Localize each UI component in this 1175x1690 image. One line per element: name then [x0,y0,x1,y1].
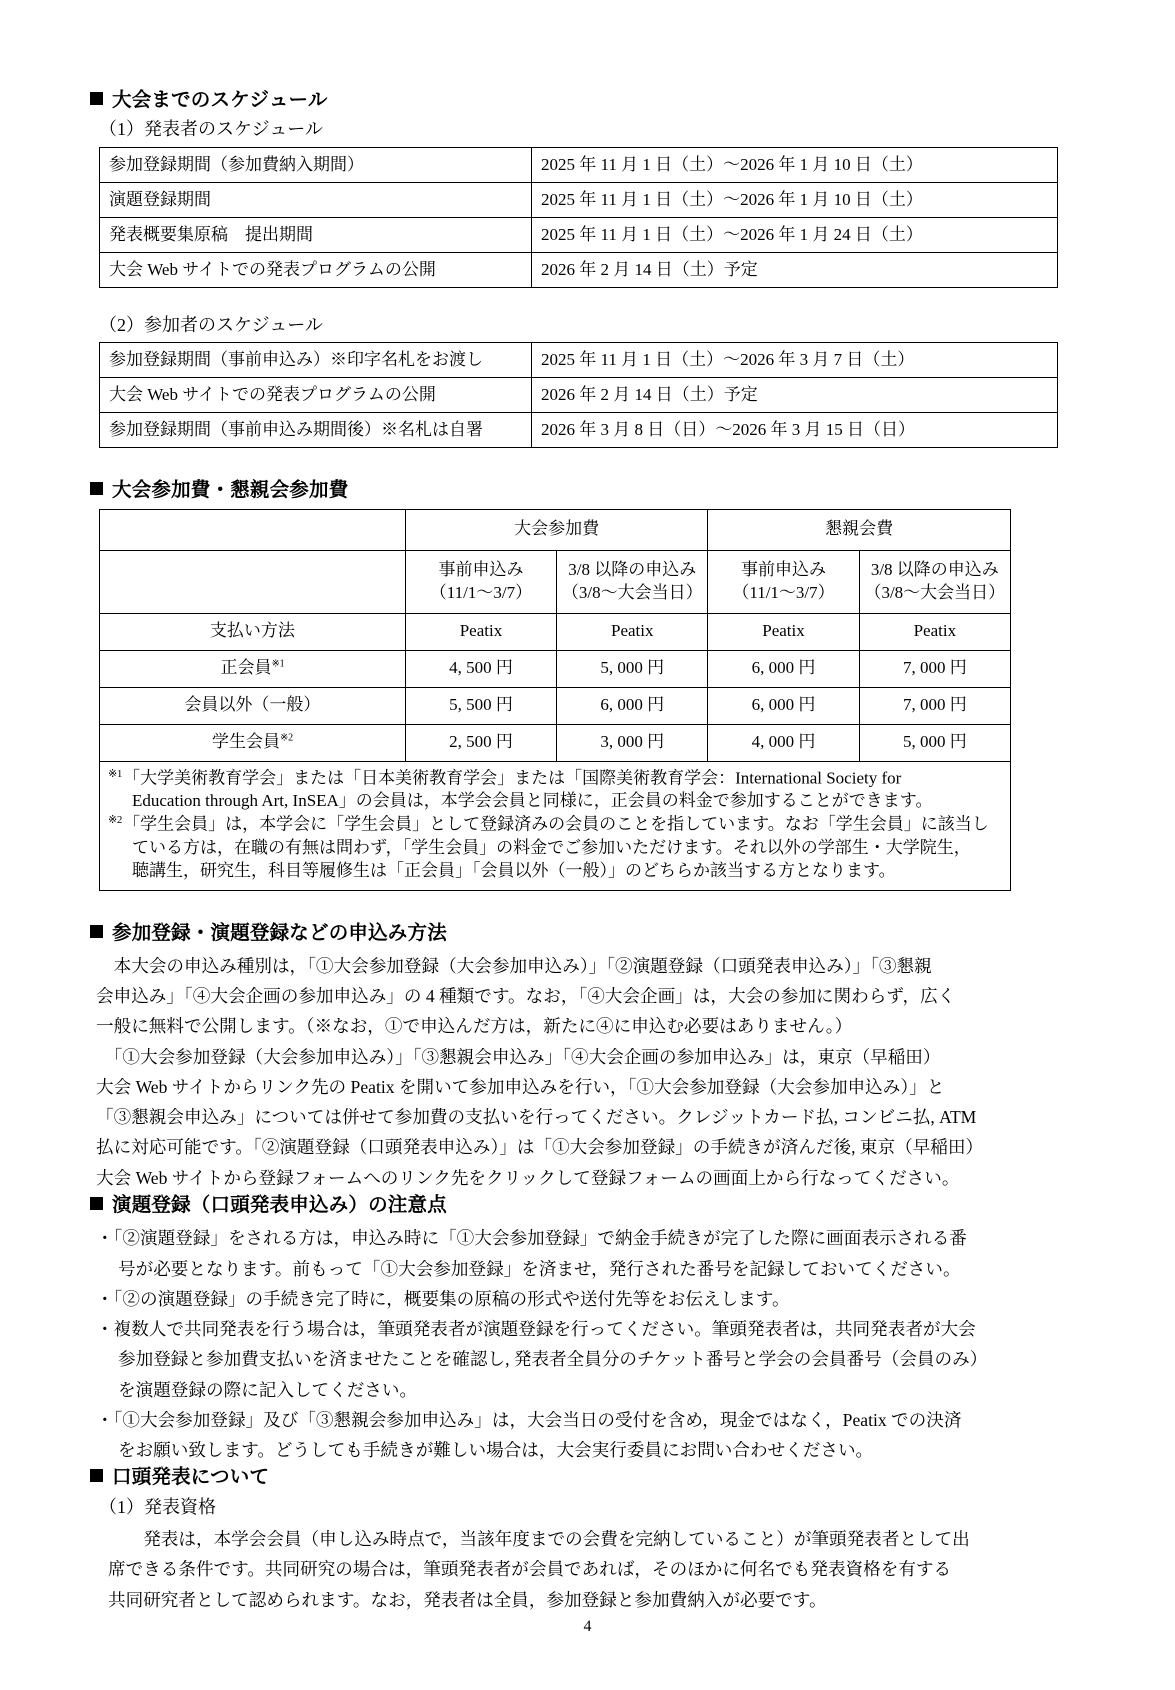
row-label: 演題登録期間 [100,182,532,217]
presenter-schedule-table [99,147,1058,288]
fee-subheader-conf-late [557,550,708,613]
fee-row-label-text: 会員以外（一般） [184,695,321,715]
fee-cell: 6, 000 円 [708,687,859,724]
row-label: 発表概要集原稿 提出期間 [100,217,532,252]
fee-cell: 6, 000 円 [708,650,859,687]
fee-row-label-text: 正会員 [220,658,272,678]
black-square-bullet-icon [90,1469,103,1482]
page-number: 4 [583,1618,592,1635]
spacer [90,891,1065,921]
subheader-line2: （3/8～大会当日） [864,582,1006,602]
heading-abstract-notes-text: 演題登録（口頭発表申込み）の注意点 [112,1193,447,1216]
fee-table [99,509,1011,891]
fee-cell: 7, 000 円 [859,687,1010,724]
payment-method-value: Peatix [405,613,556,650]
row-value: 2025 年 11 月 1 日（土）～2026 年 3 月 7 日（土） [532,343,1058,378]
row-value: 2026 年 3 月 8 日（日）～2026 年 3 月 15 日（日） [532,413,1058,448]
bullet-line: ・「①大会参加登録」及び「③懇親会参加申込み」は，大会当日の受付を含め，現金ではなく，Peatix での決済 [96,1409,962,1430]
table-row [100,650,1011,687]
fee-cell: 4, 000 円 [708,724,859,761]
payment-method-value: Peatix [557,613,708,650]
row-label: 大会 Web サイトでの発表プログラムの公開 [100,378,532,413]
row-label: 参加登録期間（参加費納入期間） [100,147,532,182]
heading-application-method [90,921,1065,945]
spacer [90,448,1065,478]
fee-subheader-conf-early [405,550,556,613]
row-value: 2026 年 2 月 14 日（土）予定 [532,378,1058,413]
heading-application-method-text: 参加登録・演題登録などの申込み方法 [112,921,447,944]
fee-table-footnotes [100,761,1011,890]
fee-cell: 5, 000 円 [557,650,708,687]
subheading-presentation-eligibility: （1）発表資格 [99,1496,216,1517]
footnote-marker: ※2 [280,732,293,744]
paragraph-line: 払に対応可能です。「②演題登録（口頭発表申込み）」は「①大会参加登録」の手続きが済んだ後, 東京（早稲田） [96,1137,984,1158]
paragraph-line: 「③懇親会申込み」については併せて参加費の支払いを行ってください。クレジットカード払, コンビニ払, ATM [96,1107,977,1128]
paragraph-line: 一般に無料で公開します。（※なお，①で申込んだ方は，新たに④に申込む必要はありません。） [96,1016,853,1037]
list-item [96,1405,1065,1466]
fee-cell: 3, 000 円 [557,724,708,761]
row-value: 2025 年 11 月 1 日（土）～2026 年 1 月 10 日（土） [532,147,1058,182]
table-row-sub-headers [100,550,1011,613]
table-row-footnotes [100,761,1011,890]
payment-method-label: 支払い方法 [100,613,406,650]
paragraph-application-procedure [90,1042,1065,1193]
payment-method-value: Peatix [859,613,1010,650]
bullet-line: を演題登録の際に記入してください。 [118,1379,418,1400]
subheader-line2: （11/1～3/7） [429,582,533,602]
footnote-2-line-1 [108,813,1000,837]
table-row-group-headers [100,509,1011,550]
row-value: 2025 年 11 月 1 日（土）～2026 年 1 月 24 日（土） [532,217,1058,252]
footnote-1-text-1: 「大学美術教育学会」または「日本美術教育学会」または「国際美術教育学会：International Society for [123,768,902,788]
paragraph-line: 大会 Web サイトからリンク先の Peatix を開いて参加申込みを行い，「①大会参加登録（大会参加申込み）」と [96,1076,945,1097]
fee-group-header-conference: 大会参加費 [405,509,708,550]
spacer [90,288,1065,314]
list-item [96,1223,1065,1284]
fee-corner-cell-2 [100,550,406,613]
paragraph-line: 発表は，本学会会員（申し込み時点で，当該年度までの会費を完納していること）が筆頭発表者として出 [108,1529,970,1550]
black-square-bullet-icon [90,1197,103,1210]
payment-method-value: Peatix [708,613,859,650]
footnote-marker: ※1 [271,658,285,670]
paragraph-line: 席できる条件です。共同研究の場合は，筆頭発表者が会員であれば，そのほかに何名でも発表資格を有する [108,1559,952,1580]
heading-schedule [90,88,1065,112]
paragraph-application-types [90,951,1065,1042]
subheader-line2: （11/1～3/7） [732,582,835,602]
table-row [100,378,1058,413]
paragraph-line: 共同研究者として認められます。なお，発表者は全員，参加登録と参加費納入が必要です。 [108,1589,827,1610]
bullet-line: 号が必要となります。前もって「①大会参加登録」を済ませ，発行された番号を記録しておいてください。 [118,1258,961,1279]
fee-subheader-social-late [859,550,1010,613]
paragraph-line: 「①大会参加登録（大会参加申込み）」「③懇親会申込み」「④大会企画の参加申込み」は，東京（早稲田） [96,1046,941,1067]
subheader-line1: 3/8 以降の申込み [568,559,697,579]
heading-fees [90,478,1065,502]
heading-fees-text: 大会参加費・懇親会参加費 [112,479,349,502]
footnote-1-line-1 [108,767,1000,791]
footnote-2-line-2: ている方は，在職の有無は問わず，「学生会員」の料金でご参加いただけます。それ以外の学部生・大学院生， [132,837,971,857]
table-row [100,687,1011,724]
table-row-payment-method [100,613,1011,650]
fee-row-label-student [100,724,406,761]
row-label: 大会 Web サイトでの発表プログラムの公開 [100,252,532,287]
bullet-line: ・「②演題登録」をされる方は，申込み時に「①大会参加登録」で納金手続きが完了した際に画面表示される番 [96,1228,967,1249]
footnote-marker-1: ※1 [108,767,123,780]
table-row [100,217,1058,252]
bullet-line: 参加登録と参加費支払いを済ませたことを確認し, 発表者全員分のチケット番号と学会の会員番号（会員のみ） [118,1349,988,1370]
footnote-2-text-1: 「学生会員」は，本学会に「学生会員」として登録済みの会員のことを指しています。なお「学生会員」に該当し [123,814,989,834]
bullet-line: ・「②の演題登録」の手続き完了時に，概要集の原稿の形式や送付先等をお伝えします。 [96,1288,790,1309]
fee-row-label-text: 学生会員 [212,732,281,752]
bullet-line: ・複数人で共同発表を行う場合は，筆頭発表者が演題登録を行ってください。筆頭発表者は，共同発表者が大会 [96,1319,976,1340]
paragraph-line: 大会 Web サイトから登録フォームへのリンク先をクリックして登録フォームの画面上から行なってください。 [96,1167,960,1188]
heading-oral-presentation-text: 口頭発表について [112,1466,270,1489]
black-square-bullet-icon [90,482,103,495]
fee-cell: 5, 000 円 [859,724,1010,761]
footnote-2-line-3: 聴講生，研究生，科目等履修生は「正会員」「会員以外（一般）」のどちらか該当する方となります。 [132,860,896,880]
list-item [96,1284,1065,1314]
footnote-1-line-2: Education through Art, InSEA」の会員は，本学会会員と同様に，正会員の料金で参加することができます。 [132,791,933,811]
footnote-marker-2: ※2 [108,814,123,827]
subheading-participant-schedule: （2）参加者のスケジュール [99,314,323,335]
fee-cell: 2, 500 円 [405,724,556,761]
heading-schedule-text: 大会までのスケジュール [112,89,328,111]
fee-row-label-nonmember [100,687,406,724]
participant-schedule-table [99,342,1058,448]
table-row [100,252,1058,287]
fee-subheader-social-early [708,550,859,613]
subheader-line1: 3/8 以降の申込み [870,559,999,579]
row-value: 2025 年 11 月 1 日（土）～2026 年 1 月 10 日（土） [532,182,1058,217]
fee-cell: 7, 000 円 [859,650,1010,687]
abstract-notes-list [90,1223,1065,1465]
subheading-presenter-schedule: （1）発表者のスケジュール [99,119,323,140]
subheader-line2: （3/8～大会当日） [561,582,703,602]
table-row [100,182,1058,217]
fee-corner-cell [100,509,406,550]
fee-cell: 5, 500 円 [405,687,556,724]
table-row [100,343,1058,378]
paragraph-presentation-eligibility [90,1524,1065,1615]
subheader-line1: 事前申込み [741,559,827,579]
fee-row-label-regular [100,650,406,687]
paragraph-line: 本大会の申込み種別は，「①大会参加登録（大会参加申込み）」「②演題登録（口頭発表申込み）」「③懇親 [96,955,932,976]
table-row [100,413,1058,448]
table-row [100,724,1011,761]
row-value: 2026 年 2 月 14 日（土）予定 [532,252,1058,287]
table-row [100,147,1058,182]
paragraph-line: 会申込み」「④大会企画の参加申込み」の 4 種類です。なお，「④大会企画」は，大会の参加に関わらず，広く [96,986,956,1007]
fee-cell: 4, 500 円 [405,650,556,687]
subheader-line1: 事前申込み [438,559,524,579]
bullet-line: をお願い致します。どうしても手続きが難しい場合は，大会実行委員にお問い合わせください。 [118,1440,874,1461]
fee-group-header-social: 懇親会費 [708,509,1011,550]
black-square-bullet-icon [90,92,103,105]
row-label: 参加登録期間（事前申込み期間後）※名札は自署 [100,413,532,448]
black-square-bullet-icon [90,925,103,938]
list-item [96,1314,1065,1405]
row-label: 参加登録期間（事前申込み）※印字名札をお渡し [100,343,532,378]
fee-cell: 6, 000 円 [557,687,708,724]
heading-abstract-notes [90,1193,1065,1217]
heading-oral-presentation [90,1465,1065,1489]
